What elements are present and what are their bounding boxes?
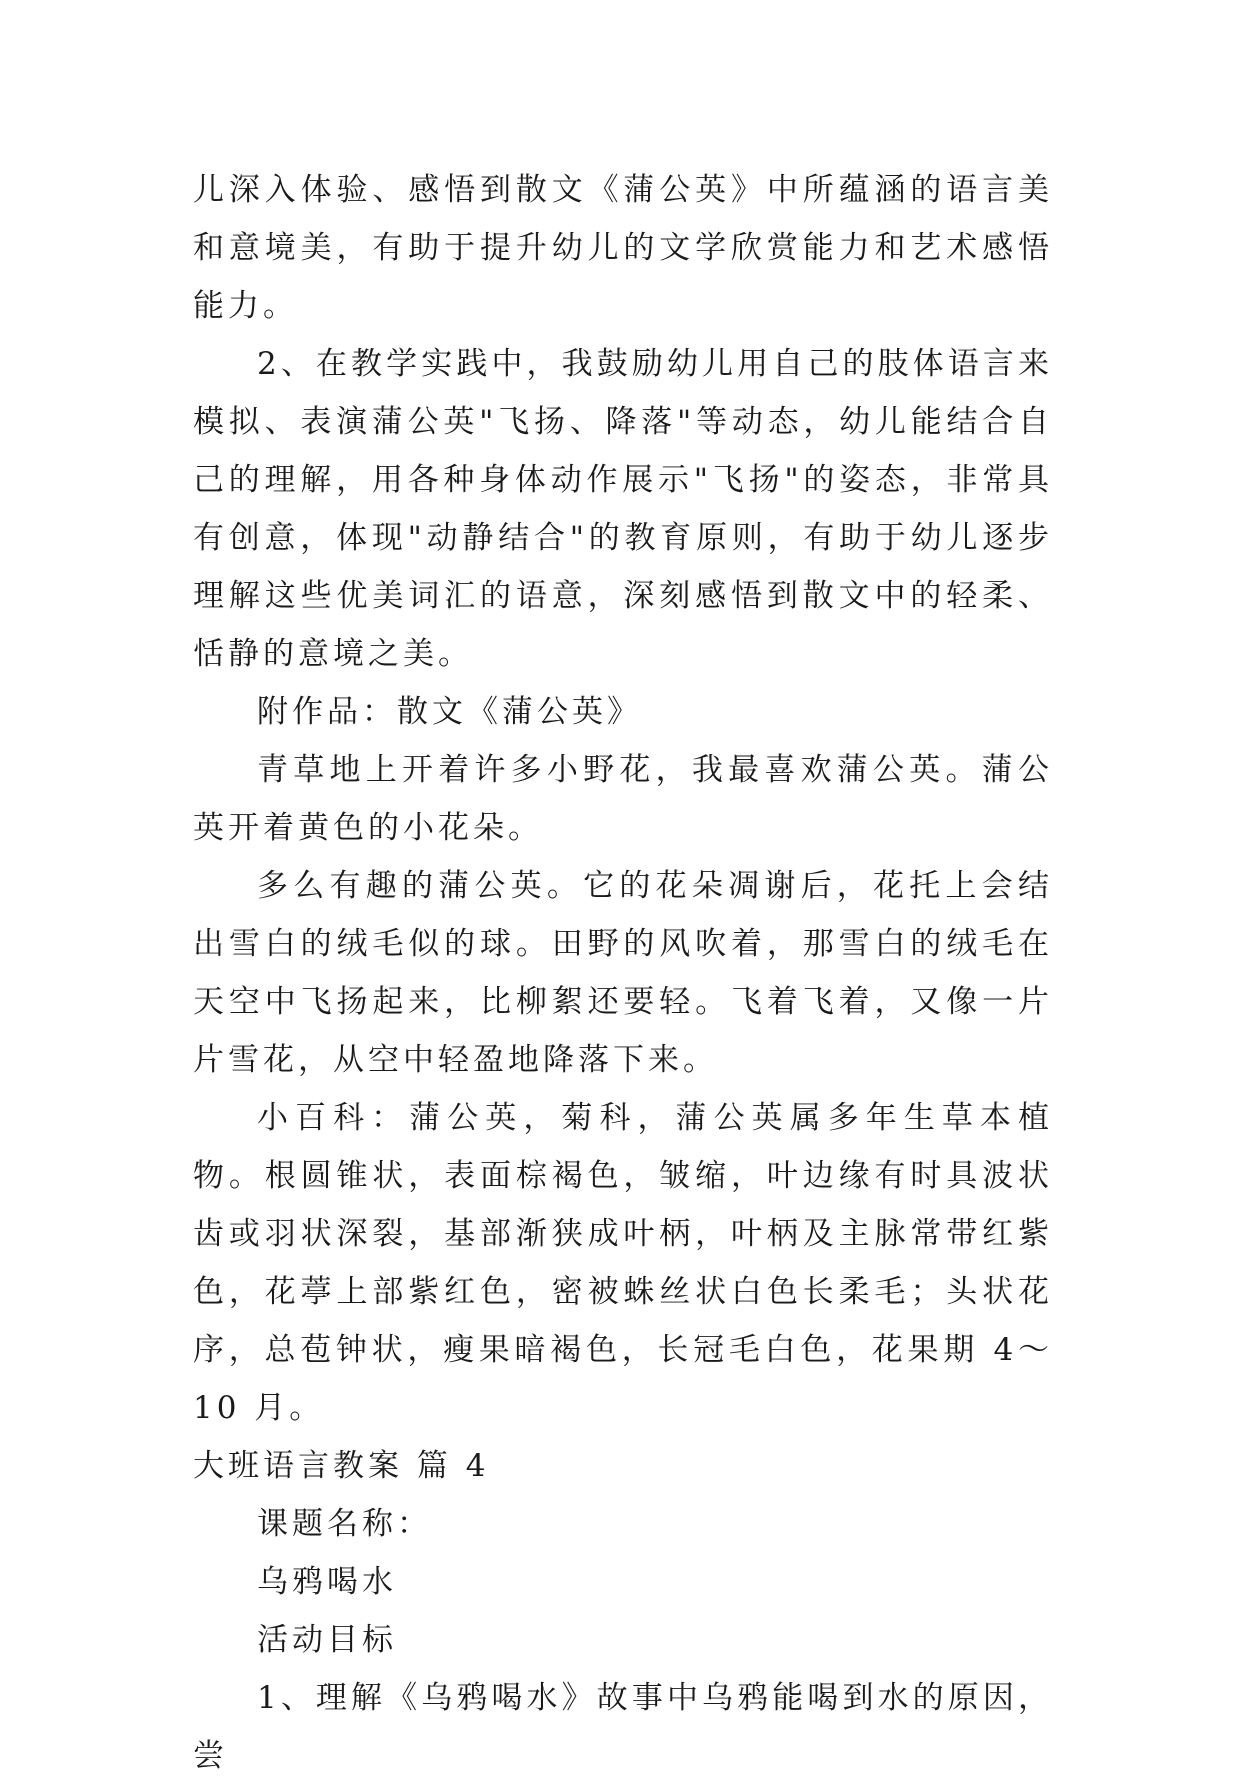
paragraph-continuation: 儿深入体验、感悟到散文《蒲公英》中所蕴涵的语言美和意境美，有助于提升幼儿的文学欣赏能力和艺术感悟能力。	[193, 172, 1053, 324]
paragraph-goals-label: 活动目标	[257, 1622, 397, 1658]
paragraph-encyclopedia: 小百科：蒲公英，菊科，蒲公英属多年生草本植物。根圆锥状，表面棕褐色，皱缩，叶边缘有时具波状齿或羽状深裂，基部渐狭成叶柄，叶柄及主脉常带红紫色，花葶上部紫红色，密被蛛丝状白色长柔毛；头状花序，总苞钟状，瘦果暗褐色，长冠毛白色，花果期 4～10 月。	[193, 1100, 1053, 1426]
document-body	[193, 161, 1053, 1785]
paragraph-reflection-2: 2、在教学实践中，我鼓励幼儿用自己的肢体语言来模拟、表演蒲公英"飞扬、降落"等动态，幼儿能结合自己的理解，用各种身体动作展示"飞扬"的姿态，非常具有创意，体现"动静结合"的教育原则，有助于幼儿逐步理解这些优美词汇的语意，深刻感悟到散文中的轻柔、恬静的意境之美。	[193, 346, 1053, 672]
paragraph-essay-2: 多么有趣的蒲公英。它的花朵凋谢后，花托上会结出雪白的绒毛似的球。田野的风吹着，那雪白的绒毛在天空中飞扬起来，比柳絮还要轻。飞着飞着，又像一片片雪花，从空中轻盈地降落下来。	[193, 868, 1053, 1078]
paragraph-goal-1: 1、理解《乌鸦喝水》故事中乌鸦能喝到水的原因，尝	[193, 1680, 1053, 1774]
section-heading: 大班语言教案 篇 4	[193, 1448, 490, 1484]
paragraph-topic-name: 乌鸦喝水	[257, 1564, 397, 1600]
paragraph-topic-label: 课题名称：	[257, 1506, 432, 1542]
paragraph-essay-1: 青草地上开着许多小野花，我最喜欢蒲公英。蒲公英开着黄色的小花朵。	[193, 752, 1053, 846]
paragraph-attachment-title: 附作品：散文《蒲公英》	[257, 694, 642, 730]
